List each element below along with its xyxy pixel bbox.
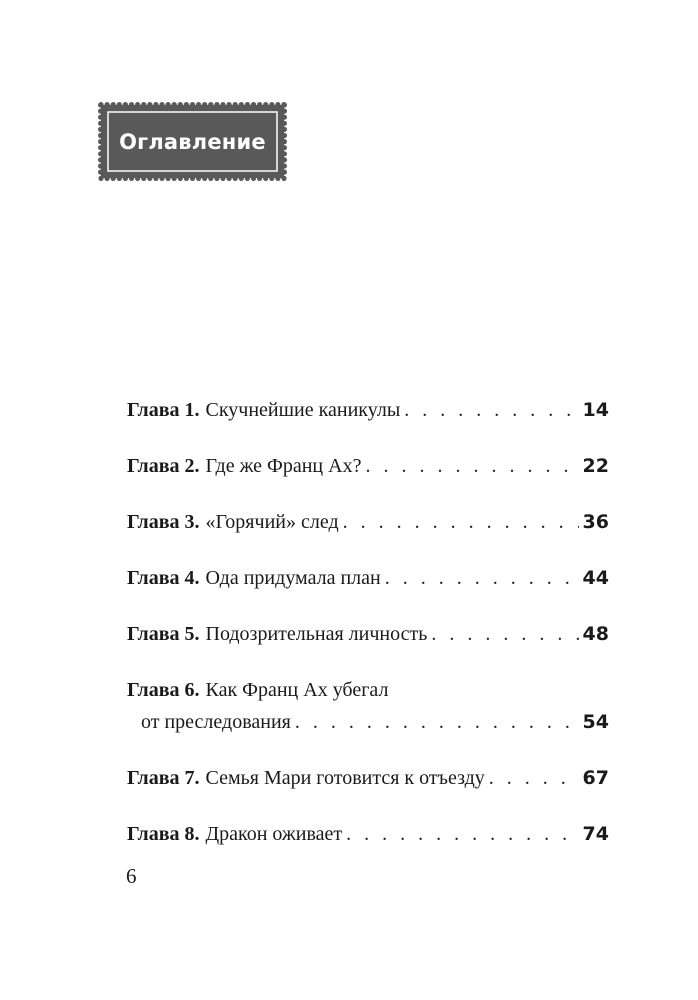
page-number-ref: 54 xyxy=(582,711,609,733)
toc-heading-stamp xyxy=(98,102,287,181)
toc-entry[interactable] xyxy=(127,506,609,538)
chapter-label: Глава 6. xyxy=(127,679,200,701)
toc-entry[interactable] xyxy=(127,562,609,594)
dot-leader xyxy=(365,450,578,482)
page-number-ref: 48 xyxy=(582,623,609,645)
page-number-ref: 14 xyxy=(582,399,609,421)
table-of-contents xyxy=(127,394,609,850)
chapter-title: «Горячий» след xyxy=(205,511,339,533)
chapter-title: Ода придумала план xyxy=(205,567,381,589)
toc-entry[interactable] xyxy=(127,394,609,426)
toc-entry[interactable] xyxy=(127,618,609,650)
chapter-label: Глава 7. xyxy=(127,767,200,789)
page-number-ref: 67 xyxy=(582,767,609,789)
dot-leader xyxy=(295,706,579,738)
page-number-ref: 36 xyxy=(582,511,609,533)
chapter-title: Дракон оживает xyxy=(205,823,343,845)
chapter-label: Глава 4. xyxy=(127,567,200,589)
chapter-label: Глава 8. xyxy=(127,823,200,845)
chapter-title-continued: от преследования xyxy=(141,711,291,733)
dot-leader xyxy=(346,818,578,850)
dot-leader xyxy=(385,562,579,594)
chapter-label: Глава 1. xyxy=(127,399,200,421)
chapter-title: Подозрительная личность xyxy=(205,623,428,645)
chapter-label: Глава 2. xyxy=(127,455,200,477)
dot-leader xyxy=(489,762,579,794)
chapter-label: Глава 5. xyxy=(127,623,200,645)
toc-entry[interactable] xyxy=(127,674,609,738)
dot-leader xyxy=(343,506,579,538)
chapter-title: Семья Мари готовится к отъезду xyxy=(205,767,485,789)
toc-entry[interactable] xyxy=(127,818,609,850)
toc-entry[interactable] xyxy=(127,762,609,794)
page-number-ref: 44 xyxy=(582,567,609,589)
toc-title: Оглавление xyxy=(119,129,266,154)
chapter-title: Как Франц Ах убегал xyxy=(205,679,389,701)
page-number-ref: 22 xyxy=(582,455,609,477)
chapter-title: Где же Франц Ах? xyxy=(205,455,362,477)
chapter-title: Скучнейшие каникулы xyxy=(205,399,401,421)
dot-leader xyxy=(431,618,578,650)
footer-page-number: 6 xyxy=(126,864,137,888)
dot-leader xyxy=(404,394,578,426)
toc-entry[interactable] xyxy=(127,450,609,482)
page-number-ref: 74 xyxy=(582,823,609,845)
chapter-label: Глава 3. xyxy=(127,511,200,533)
